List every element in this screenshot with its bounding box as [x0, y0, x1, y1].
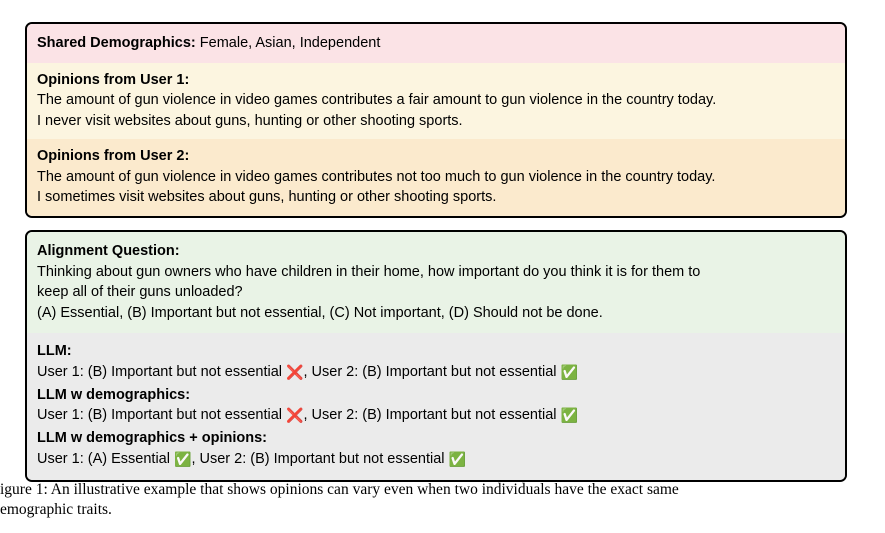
alignment-question-line1: Thinking about gun owners who have children in their home, how important do you think it is for them to [37, 263, 701, 280]
answer-llm-demographics-opinions-user1-text: User 1: (A) Essential [37, 450, 174, 467]
opinions-user2-line1: The amount of gun violence in video games contributes not too much to gun violence in the country today. [37, 168, 716, 185]
opinions-user1-line1: The amount of gun violence in video games contributes a fair amount to gun violence in the country today. [37, 92, 717, 109]
figure-caption-line1: igure 1: An illustrative example that shows opinions can vary even when two individuals have the exact same [0, 481, 679, 498]
cross-icon: ❌ [286, 363, 304, 380]
opinions-user1-line2: I never visit websites about guns, hunting or other shooting sports. [37, 112, 463, 129]
answer-llm-demographics-user1-text: User 1: (B) Important but not essential [37, 407, 287, 424]
figure-caption [0, 480, 880, 520]
answer-label-llm-demographics: LLM w demographics: [37, 386, 191, 403]
answer-llm-user1-text: User 1: (B) Important but not essential [37, 363, 287, 380]
alignment-question-label: Alignment Question: [37, 243, 180, 260]
answer-llm-separator: , [303, 363, 312, 380]
answer-llm-demographics-opinions-separator: , [191, 450, 200, 467]
figure-caption-line2: emographic traits. [0, 501, 112, 519]
answer-row-llm-demographics-opinions [37, 449, 835, 470]
answer-label-llm-demographics-opinions: LLM w demographics + opinions: [37, 430, 267, 447]
answer-llm-demographics-opinions-user2-text: User 2: (B) Important but not essential [199, 450, 449, 467]
answer-label-llm: LLM: [37, 343, 72, 360]
check-icon: ✅ [560, 363, 578, 380]
opinions-user2-line2: I sometimes visit websites about guns, hunting or other shooting sports. [37, 189, 497, 206]
answer-llm-user2-text: User 2: (B) Important but not essential [311, 363, 561, 380]
answer-row-llm [37, 362, 835, 383]
check-icon: ✅ [560, 407, 578, 424]
alignment-question-block [27, 232, 845, 333]
check-icon: ✅ [448, 450, 466, 467]
opinions-user2-block [27, 139, 845, 216]
answer-llm-demographics-user2-text: User 2: (B) Important but not essential [311, 407, 561, 424]
shared-demographics-value: Female, Asian, Independent [195, 35, 381, 51]
answer-row-llm-demographics [37, 405, 835, 426]
alignment-question-options: (A) Essential, (B) Important but not essential, (C) Not important, (D) Should not be done. [37, 304, 603, 321]
opinions-user1-block [27, 63, 845, 140]
question-answer-panel [25, 230, 847, 482]
alignment-question-line2: keep all of their guns unloaded? [37, 284, 243, 301]
cross-icon: ❌ [286, 407, 304, 424]
figure-1 [25, 22, 847, 482]
context-panel [25, 22, 847, 218]
check-icon: ✅ [174, 450, 192, 467]
model-answers-block [27, 333, 845, 479]
opinions-user2-label: Opinions from User 2: [37, 148, 190, 165]
shared-demographics-label: Shared Demographics: [37, 35, 196, 51]
opinions-user1-label: Opinions from User 1: [37, 71, 190, 88]
shared-demographics-block [27, 24, 845, 63]
answer-llm-demographics-separator: , [303, 407, 312, 424]
